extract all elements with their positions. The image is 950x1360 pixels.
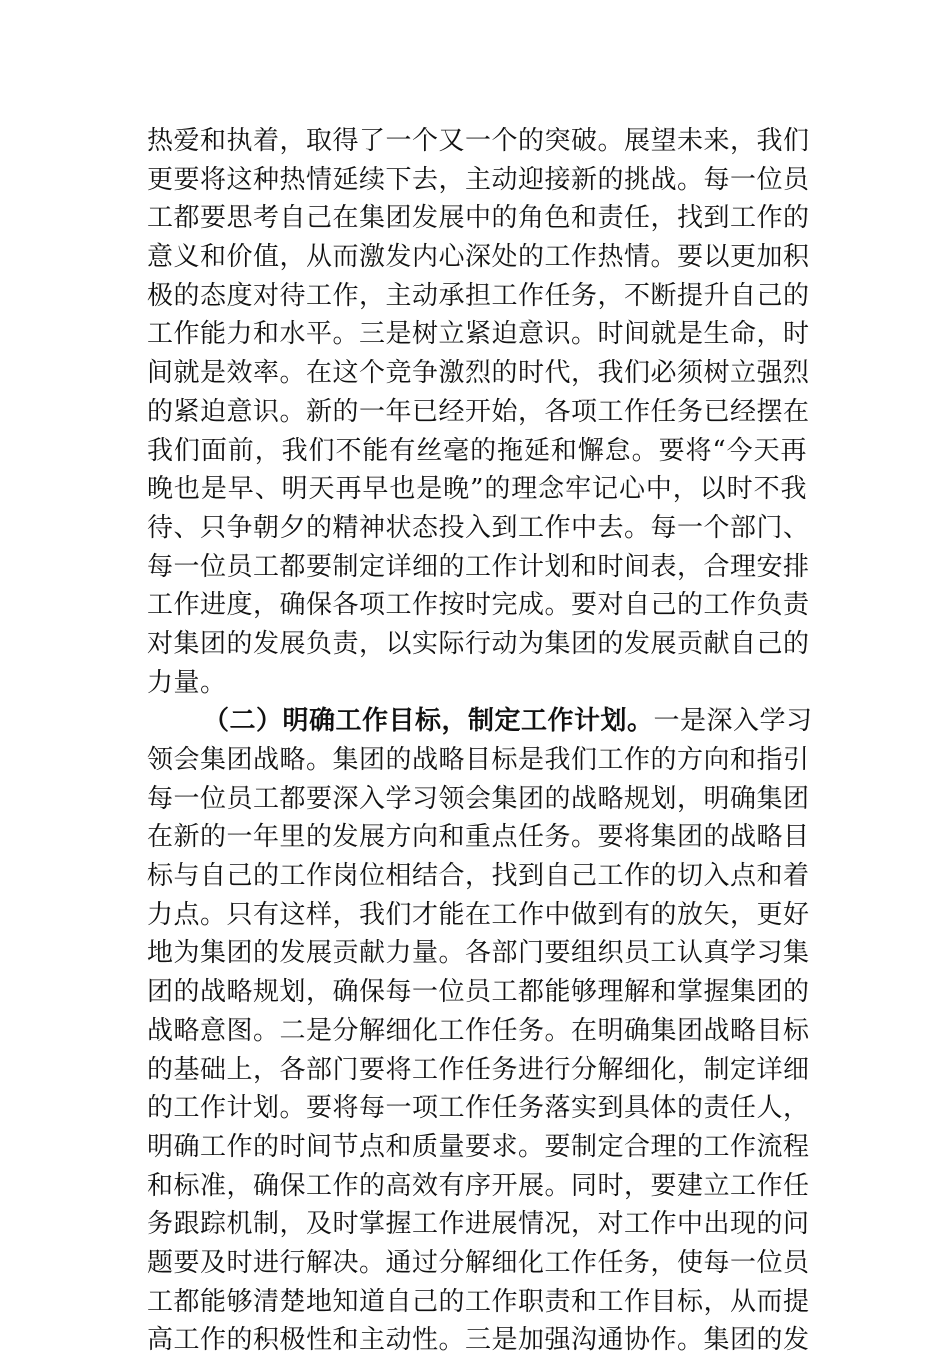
text-line: 务跟踪机制，及时掌握工作进展情况，对工作中出现的问 — [147, 1209, 810, 1240]
text-line: 明确工作的时间节点和质量要求。要制定合理的工作流程 — [147, 1131, 810, 1162]
text-line: 工都要思考自己在集团发展中的角色和责任，找到工作的 — [147, 203, 810, 234]
text-line: 标与自己的工作岗位相结合，找到自己工作的切入点和着 — [147, 861, 810, 892]
paragraph-2 — [147, 702, 813, 1360]
text-line: 每一位员工都要制定详细的工作计划和时间表，合理安排 — [147, 551, 810, 582]
text-line: 的紧迫意识。新的一年已经开始，各项工作任务已经摆在 — [147, 396, 810, 427]
text-line: 更要将这种热情延续下去，主动迎接新的挑战。每一位员 — [147, 164, 810, 195]
text-line: 间就是效率。在这个竞争激烈的时代，我们必须树立强烈 — [147, 358, 810, 389]
text-line: 我们面前，我们不能有丝毫的拖延和懈怠。要将“今天再 — [147, 435, 807, 466]
heading-line-rest: 一是深入学习 — [653, 706, 813, 737]
text-line: 战略意图。二是分解细化工作任务。在明确集团战略目标 — [147, 1015, 810, 1046]
text-line: 领会集团战略。集团的战略目标是我们工作的方向和指引 — [147, 745, 810, 775]
text-line: 高工作的积极性和主动性。三是加强沟通协作。集团的发 — [147, 1325, 810, 1356]
text-line: 工作进度，确保各项工作按时完成。要对自己的工作负责 — [147, 590, 810, 621]
document-body — [147, 122, 813, 1360]
text-line: 对集团的发展负责，以实际行动为集团的发展贡献自己的 — [147, 628, 810, 659]
text-line: 的基础上，各部门要将工作任务进行分解细化，制定详细 — [147, 1054, 810, 1085]
text-line: 地为集团的发展贡献力量。各部门要组织员工认真学习集 — [147, 938, 810, 969]
text-line: 工作能力和水平。三是树立紧迫意识。时间就是生命，时 — [147, 319, 810, 350]
paragraph-1 — [147, 122, 810, 702]
text-line: 热爱和执着，取得了一个又一个的突破。展望未来，我们 — [147, 126, 810, 156]
text-line: 和标准，确保工作的高效有序开展。同时，要建立工作任 — [147, 1170, 810, 1201]
section-heading: （二）明确工作目标，制定工作计划。 — [203, 706, 654, 737]
text-line — [147, 702, 813, 741]
text-line: 每一位员工都要深入学习领会集团的战略规划，明确集团 — [147, 783, 810, 814]
text-line: 工都能够清楚地知道自己的工作职责和工作目标，从而提 — [147, 1286, 810, 1317]
text-line: 力点。只有这样，我们才能在工作中做到有的放矢，更好 — [147, 899, 810, 930]
text-line: 在新的一年里的发展方向和重点任务。要将集团的战略目 — [147, 822, 810, 853]
text-line: 题要及时进行解决。通过分解细化工作任务，使每一位员 — [147, 1247, 810, 1278]
text-line: 力量。 — [147, 667, 227, 698]
text-line: 晚也是早、明天再早也是晚”的理念牢记心中，以时不我 — [147, 474, 807, 505]
text-line: 待、只争朝夕的精神状态投入到工作中去。每一个部门、 — [147, 512, 810, 543]
text-line: 团的战略规划，确保每一位员工都能够理解和掌握集团的 — [147, 977, 810, 1008]
text-line: 的工作计划。要将每一项工作任务落实到具体的责任人， — [147, 1093, 810, 1124]
text-line: 意义和价值，从而激发内心深处的工作热情。要以更加积 — [147, 242, 810, 273]
text-line: 极的态度对待工作，主动承担工作任务，不断提升自己的 — [147, 280, 810, 311]
